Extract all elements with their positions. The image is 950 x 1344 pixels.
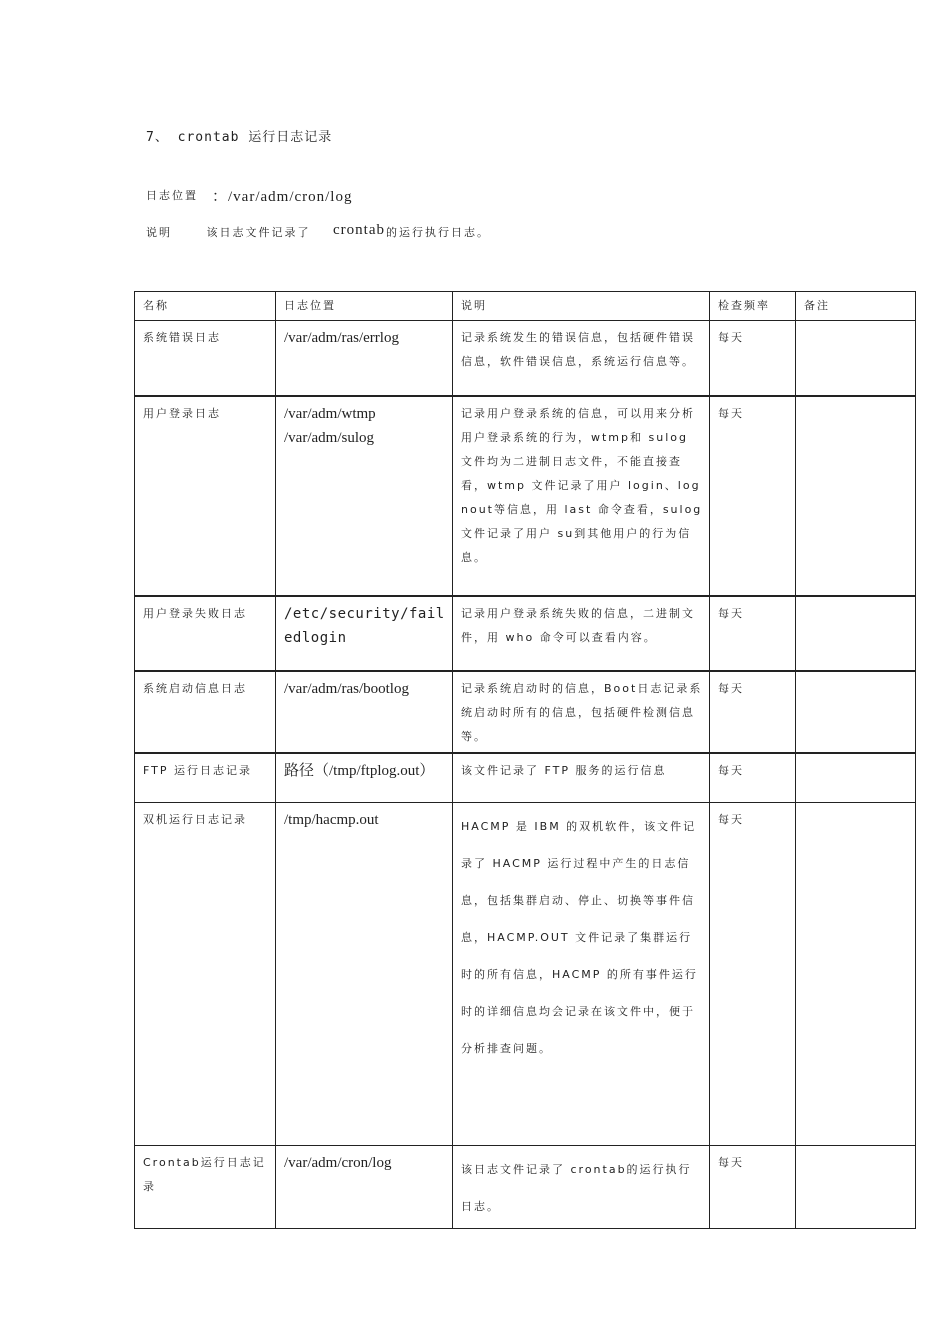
row-frequency: 每天 <box>710 671 796 753</box>
row-path: /etc/security/failedlogin <box>276 596 453 671</box>
row-path: /tmp/hacmp.out <box>276 803 453 1146</box>
row-frequency: 每天 <box>710 396 796 596</box>
row-remark <box>796 396 916 596</box>
table-row <box>135 671 916 753</box>
row-name: FTP 运行日志记录 <box>135 753 276 803</box>
row-path: /var/adm/cron/log <box>276 1146 453 1229</box>
row-remark <box>796 671 916 753</box>
row-description: 该文件记录了 FTP 服务的运行信息 <box>453 753 710 803</box>
log-location-value: ：/var/adm/cron/log <box>212 189 353 205</box>
row-frequency: 每天 <box>710 753 796 803</box>
row-remark <box>796 321 916 396</box>
row-frequency: 每天 <box>710 321 796 396</box>
row-name: 双机运行日志记录 <box>135 803 276 1146</box>
table-header-row <box>135 292 916 321</box>
header-name: 名称 <box>135 292 276 321</box>
row-path: /var/adm/ras/bootlog <box>276 671 453 753</box>
row-name: Crontab运行日志记录 <box>135 1146 276 1229</box>
row-name: 用户登录失败日志 <box>135 596 276 671</box>
table-row <box>135 321 916 396</box>
row-description: 记录用户登录系统的信息，可以用来分析用户登录系统的行为，wtmp和 sulog 文件均为二进制日志文件，不能直接查看，wtmp 文件记录了用户 login、lognout等信息，用 last 命令查看，sulog 文件记录了用户 su到其他用户的行为信息。 <box>453 396 710 596</box>
table-row <box>135 803 916 1146</box>
row-name: 用户登录日志 <box>135 396 276 596</box>
row-name: 系统启动信息日志 <box>135 671 276 753</box>
table-row <box>135 396 916 596</box>
header-location: 日志位置 <box>276 292 453 321</box>
table-row <box>135 1146 916 1229</box>
row-description: 记录用户登录系统失败的信息，二进制文件，用 who 命令可以查看内容。 <box>453 596 710 671</box>
table-row <box>135 596 916 671</box>
description-command: crontab <box>333 222 385 238</box>
row-name: 系统错误日志 <box>135 321 276 396</box>
row-path: /var/adm/wtmp /var/adm/sulog <box>276 396 453 596</box>
log-table <box>134 291 916 1229</box>
row-description: 记录系统启动时的信息，Boot日志记录系统启动时所有的信息，包括硬件检测信息等。 <box>453 671 710 753</box>
row-description: 记录系统发生的错误信息，包括硬件错误信息，软件错误信息，系统运行信息等。 <box>453 321 710 396</box>
row-path: 路径（/tmp/ftplog.out） <box>276 753 453 803</box>
row-path: /var/adm/ras/errlog <box>276 321 453 396</box>
row-description: 该日志文件记录了 crontab的运行执行日志。 <box>453 1146 710 1229</box>
row-frequency: 每天 <box>710 596 796 671</box>
section-heading: 7、 crontab 运行日志记录 <box>146 130 333 145</box>
header-remark: 备注 <box>796 292 916 321</box>
row-remark <box>796 753 916 803</box>
description-suffix: 的运行执行日志。 <box>386 226 490 239</box>
row-remark <box>796 803 916 1146</box>
row-remark <box>796 1146 916 1229</box>
row-remark <box>796 596 916 671</box>
log-location-label: 日志位置 <box>146 189 198 202</box>
header-frequency: 检查频率 <box>710 292 796 321</box>
description-prefix: 说明 该日志文件记录了 <box>146 226 311 239</box>
row-frequency: 每天 <box>710 1146 796 1229</box>
row-description: HACMP 是 IBM 的双机软件，该文件记录了 HACMP 运行过程中产生的日志信息，包括集群启动、停止、切换等事件信息，HACMP.OUT 文件记录了集群运行时的所有信息，HACMP 的所有事件运行时的详细信息均会记录在该文件中，便于分析排查问题。 <box>453 803 710 1146</box>
table-row <box>135 753 916 803</box>
header-description: 说明 <box>453 292 710 321</box>
row-frequency: 每天 <box>710 803 796 1146</box>
